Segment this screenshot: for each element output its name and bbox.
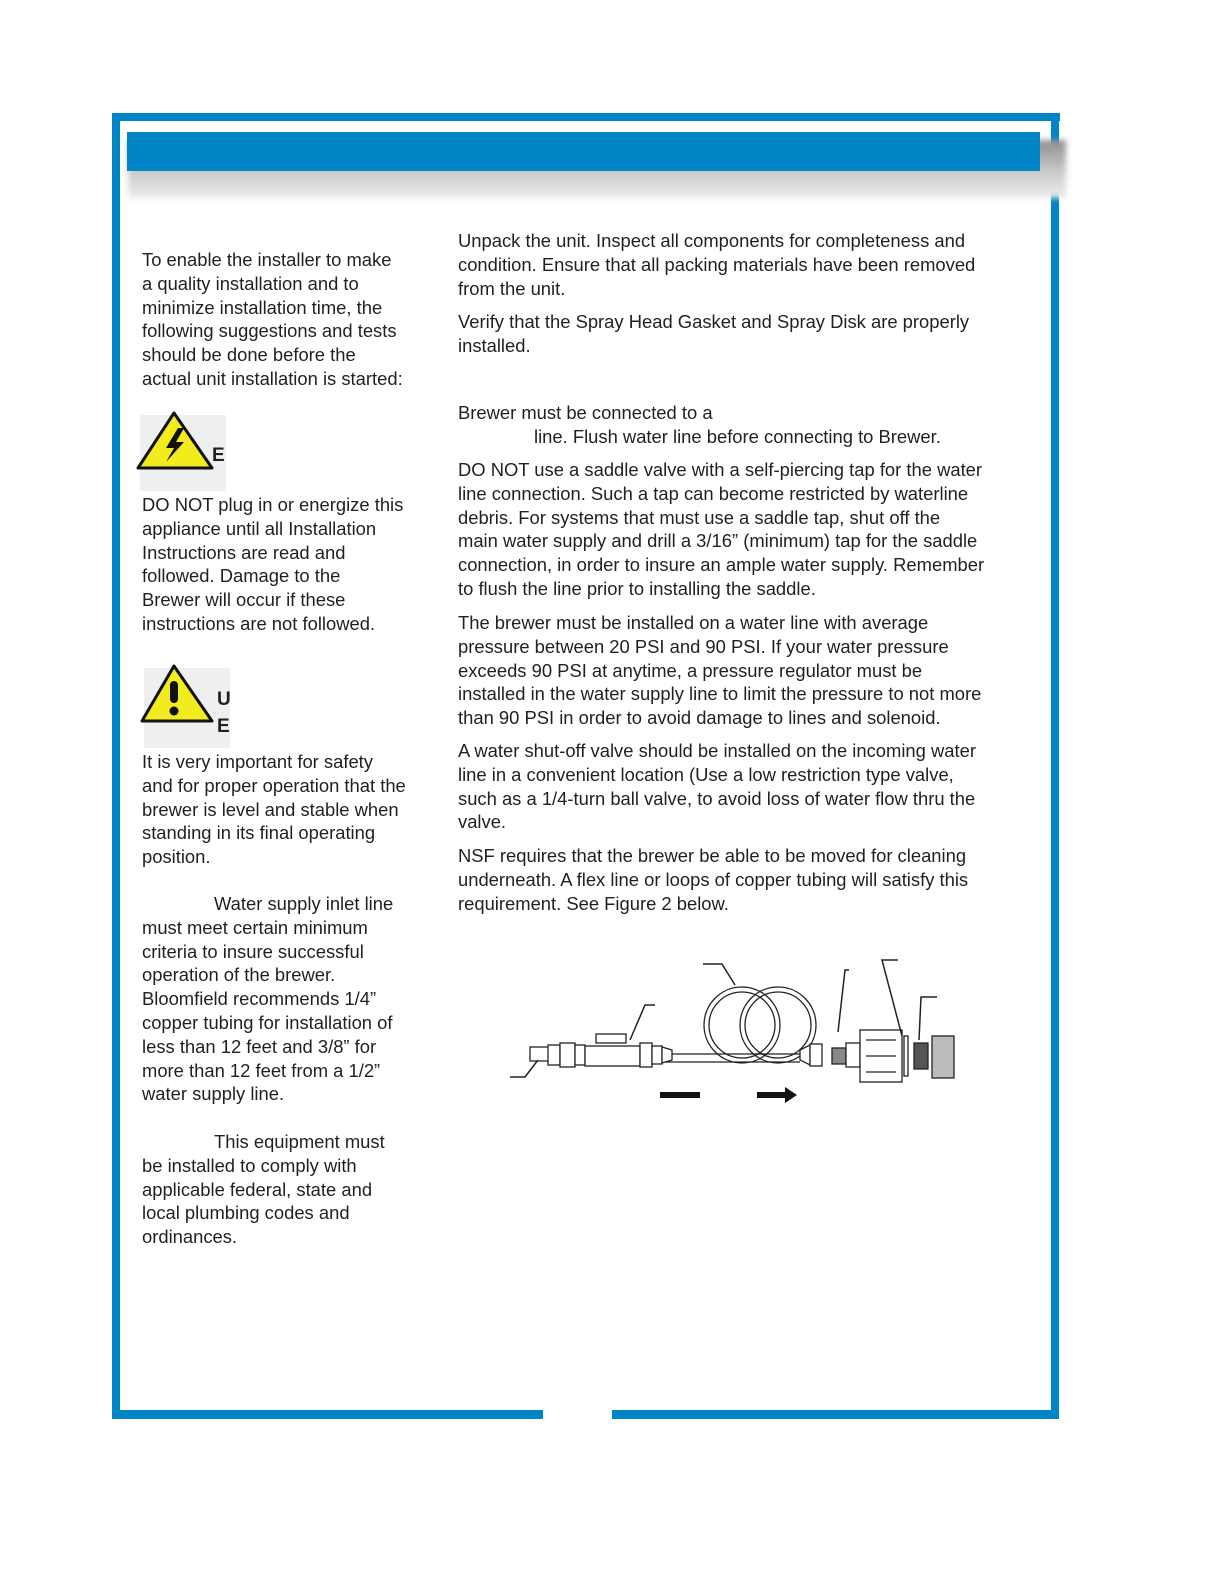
page-border-right — [1051, 113, 1059, 1419]
text-line: installed. — [458, 334, 531, 356]
text-line: line connection. Such a tap can become restricted by waterline — [458, 482, 969, 504]
text-line: NSF requires that the brewer be able to be moved for cleaning — [458, 845, 967, 866]
page-border-top — [112, 113, 1060, 121]
text-line: underneath. A flex line or loops of copper tubing will satisfy this — [458, 868, 969, 890]
text-line: installed in the water supply line to limit the pressure to not more — [458, 683, 982, 705]
text-line: position. — [142, 846, 211, 868]
text-line: such as a 1/4-turn ball valve, to avoid loss of water flow thru the — [458, 787, 976, 809]
section-header-bar — [127, 132, 1040, 171]
text-line: This equipment must — [214, 1131, 385, 1152]
text-line: be installed to comply with — [142, 1154, 357, 1176]
electrical-warning-text — [142, 493, 403, 636]
text-line: Brewer must be connected to a — [458, 402, 713, 423]
text-line: a quality installation and to — [142, 272, 359, 294]
text-line: Bloomfield recommends 1/4” — [142, 988, 377, 1010]
text-line: Instructions are read and — [142, 541, 346, 563]
text-line: debris. For systems that must use a saddle tap, shut off the — [458, 506, 941, 528]
text-line: to flush the line prior to installing the saddle. — [458, 577, 816, 599]
verify-text — [458, 310, 969, 358]
text-line: local plumbing codes and — [142, 1202, 350, 1224]
text-line: followed. Damage to the — [142, 565, 341, 587]
plumbing-codes-text — [142, 1130, 385, 1249]
text-line: brewer is level and stable when — [142, 798, 399, 820]
text-line: line in a convenient location (Use a low restriction type valve, — [458, 763, 954, 785]
text-line: from the unit. — [458, 277, 566, 299]
text-line: operation of the brewer. — [142, 964, 336, 986]
text-line: DO NOT use a saddle valve with a self-piercing tap for the water — [458, 459, 983, 480]
text-line: ordinances. — [142, 1226, 238, 1248]
caution-icon — [140, 663, 220, 725]
text-line: To enable the installer to make — [142, 249, 392, 270]
coiled-tubing — [704, 987, 816, 1063]
electrical-warning-heading: E — [212, 445, 225, 466]
level-warning-heading-1: U — [217, 689, 231, 710]
text-line: copper tubing for installation of — [142, 1011, 393, 1033]
flow-arrow-icon — [757, 1087, 797, 1103]
level-warning-heading-2: E — [217, 716, 230, 737]
text-line: actual unit installation is started: — [142, 367, 403, 389]
level-warning-text — [142, 750, 406, 869]
page-border-bottom-left — [112, 1410, 543, 1419]
pressure-text — [458, 611, 981, 730]
text-line: line. Flush water line before connecting to Brewer. — [534, 425, 941, 447]
text-line: Unpack the unit. Inspect all components for completeness and — [458, 230, 966, 251]
text-line: following suggestions and tests — [142, 320, 397, 342]
water-line-connection-diagram — [500, 950, 970, 1110]
saddle-valve-text — [458, 458, 984, 601]
text-line: criteria to insure successful — [142, 940, 364, 962]
text-line: The brewer must be installed on a water line with average — [458, 612, 929, 633]
text-line: more than 12 feet from a 1/2” — [142, 1059, 381, 1081]
text-line: Brewer will occur if these — [142, 589, 346, 611]
water-supply-text — [142, 892, 393, 1106]
intro-text — [142, 248, 403, 391]
text-line: exceeds 90 PSI at anytime, a pressure regulator must be — [458, 659, 923, 681]
page-border-bottom-right — [612, 1410, 1059, 1419]
text-line: It is very important for safety — [142, 751, 373, 772]
compression-fitting — [800, 1030, 954, 1082]
text-line: Water supply inlet line — [214, 893, 394, 914]
text-line: condition. Ensure that all packing materials have been removed — [458, 253, 976, 275]
electrical-hazard-icon — [136, 410, 216, 472]
flow-bar — [660, 1092, 700, 1098]
text-line: requirement. See Figure 2 below. — [458, 892, 729, 914]
text-line: Verify that the Spray Head Gasket and Spray Disk are properly — [458, 311, 970, 332]
ball-valve — [530, 1034, 672, 1067]
text-line: applicable federal, state and — [142, 1178, 373, 1200]
unpack-text — [458, 229, 975, 300]
nsf-text — [458, 844, 968, 915]
connect-text — [458, 401, 941, 449]
text-line: valve. — [458, 811, 507, 833]
text-line: water supply line. — [142, 1083, 285, 1105]
text-line: must meet certain minimum — [142, 916, 368, 938]
text-line: instructions are not followed. — [142, 612, 376, 634]
text-line: connection, in order to insure an ample water supply. Remember — [458, 554, 985, 576]
text-line: main water supply and drill a 3/16” (minimum) tap for the saddle — [458, 530, 978, 552]
text-line: than 90 PSI in order to avoid damage to lines and solenoid. — [458, 707, 941, 729]
page-border-left — [112, 113, 120, 1419]
text-line: pressure between 20 PSI and 90 PSI. If your water pressure — [458, 635, 949, 657]
text-line: standing in its final operating — [142, 822, 376, 844]
text-line: A water shut-off valve should be installed on the incoming water — [458, 740, 976, 761]
text-line: minimize installation time, the — [142, 296, 383, 318]
text-line: DO NOT plug in or energize this — [142, 494, 404, 515]
text-line: appliance until all Installation — [142, 517, 377, 539]
shutoff-valve-text — [458, 739, 976, 834]
text-line: and for proper operation that the — [142, 774, 406, 796]
text-line: should be done before the — [142, 344, 356, 366]
text-line: less than 12 feet and 3/8” for — [142, 1035, 377, 1057]
